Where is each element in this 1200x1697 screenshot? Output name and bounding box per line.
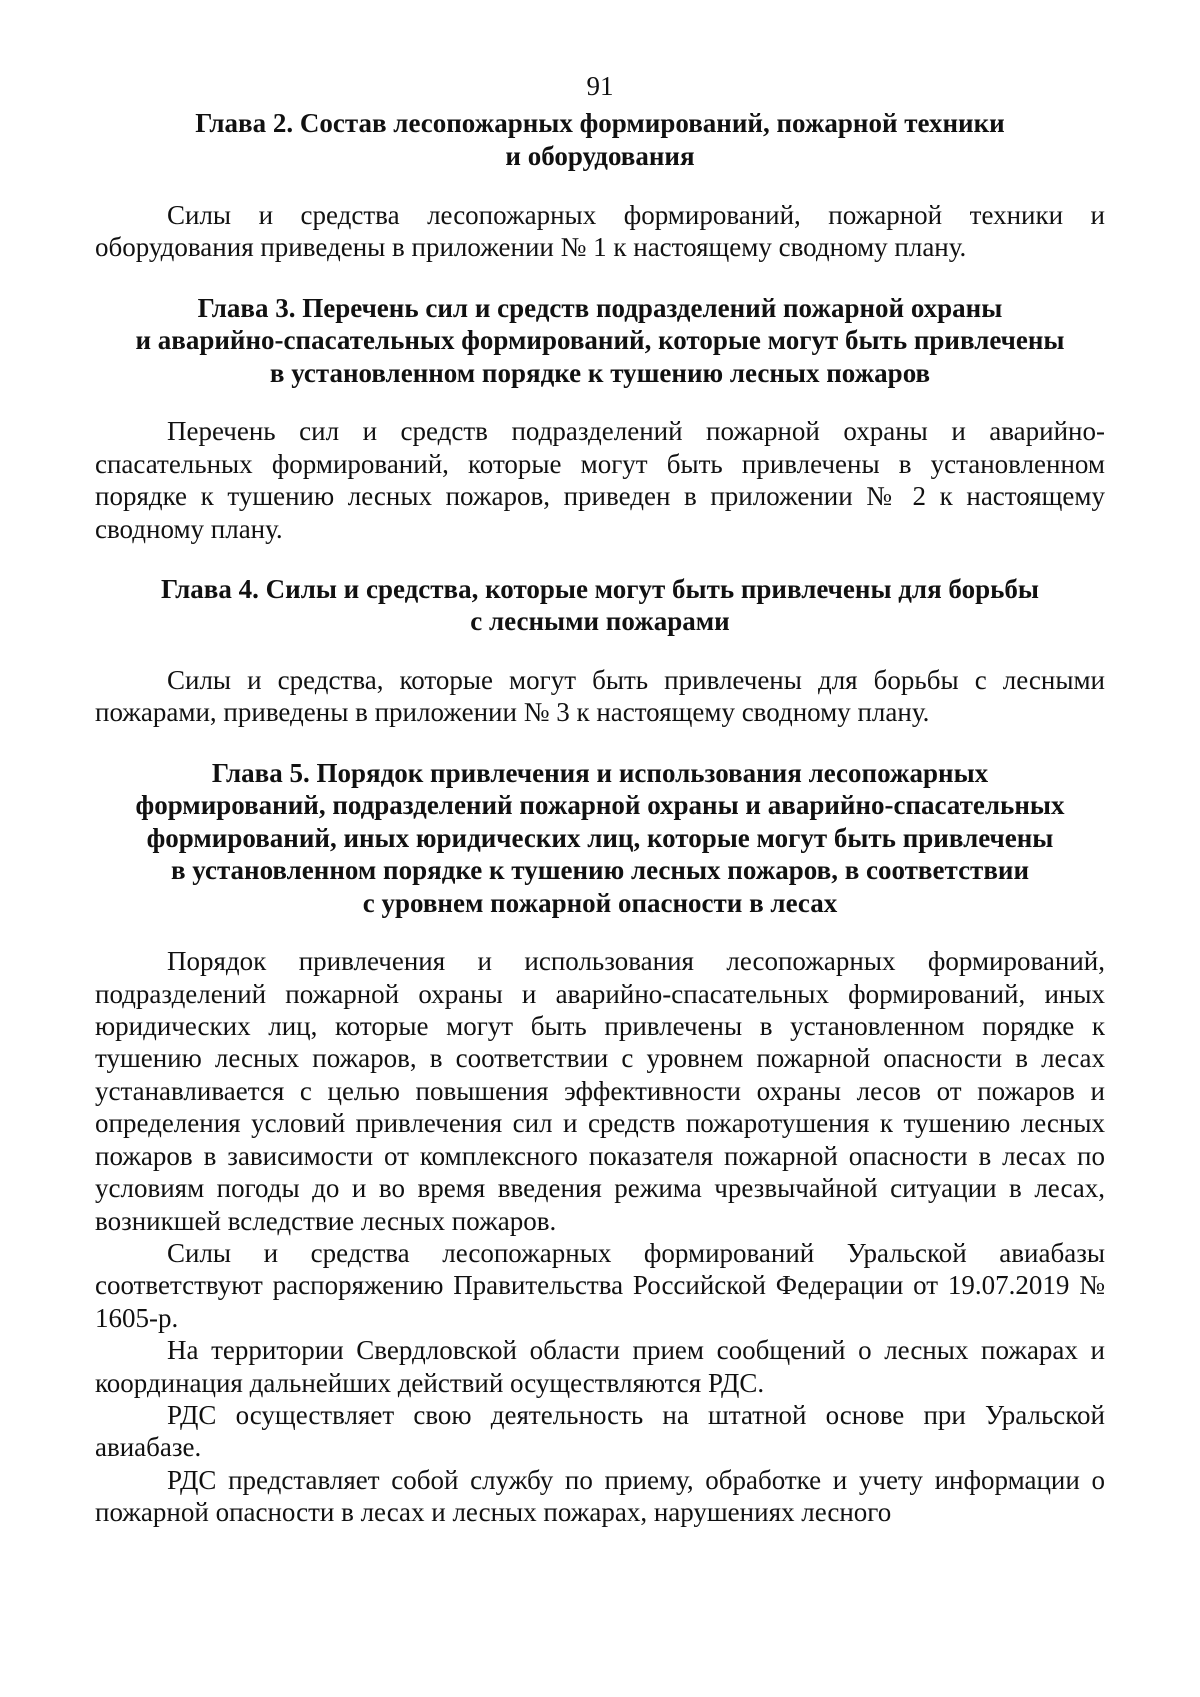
paragraph: Перечень сил и средств подразделений пожарной охраны и аварийно-спасательных формирований, которые могут быть привлечены в установленном порядке к тушению лесных пожаров, приведен в приложении № 2 к настоящему сводному плану. [95,416,1105,544]
paragraph: Порядок привлечения и использования лесопожарных формирований, подразделений пожарной охраны и аварийно-спасательных формирований, иных юридических лиц, которые могут быть привлечены в установленном порядке к тушению лесных пожаров, в соответствии с уровнем пожарной опасности в лесах устанавливается с целью повышения эффективности охраны лесов от пожаров и определения условий привлечения сил и средств пожаротушения к тушению лесных пожаров в зависимости от комплексного показателя пожарной опасности в лесах по условиям погоды до и во время введения режима чрезвычайной ситуации в лесах, возникшей вследствие лесных пожаров. [95,946,1105,1236]
chapter-title-line: формирований, подразделений пожарной охраны и аварийно-спасательных [135,790,1065,821]
paragraph: Силы и средства лесопожарных формирований Уральской авиабазы соответствуют распоряжению Правительства Российской Федерации от 19.07.2019 № 1605-р. [95,1237,1105,1333]
paragraph: РДС осуществляет свою деятельность на штатной основе при Уральской авиабазе. [95,1399,1105,1463]
chapter-title-line: в установленном порядке к тушению лесных пожаров [269,357,931,388]
chapter-5 [95,757,1105,1529]
chapter-title-line: формирований, иных юридических лиц, которые могут быть привлечены [146,822,1054,853]
chapter-title-line: Глава 2. Состав лесопожарных формирований, пожарной техники [195,108,1005,138]
chapter-title-line: Глава 3. Перечень сил и средств подразделений пожарной охраны [197,292,1003,323]
chapter-4-title [95,573,1105,638]
chapter-3-title [95,292,1105,390]
chapter-title-line: в установленном порядке к тушению лесных пожаров, в соответствии [170,855,1030,886]
chapter-5-title [95,757,1105,920]
paragraph: Силы и средства лесопожарных формирований, пожарной техники и оборудования приведены в приложении № 1 к настоящему сводному плану. [95,200,1105,263]
chapter-2-title [95,107,1105,172]
chapter-4 [95,573,1105,729]
chapter-3 [95,292,1105,545]
chapter-3-body [95,415,1105,545]
chapter-title-line: с лесными пожарами [470,606,730,637]
page-number: 91 [586,71,614,101]
chapter-2 [95,107,1105,264]
paragraph: Силы и средства, которые могут быть привлечены для борьбы с лесными пожарами, приведены в приложении № 3 к настоящему сводному плану. [95,664,1105,728]
chapter-4-body [95,664,1105,729]
paragraph: На территории Свердловской области прием сообщений о лесных пожарах и координация дальнейших действий осуществляются РДС. [95,1335,1105,1398]
paragraph: РДС представляет собой службу по приему, обработке и учету информации о пожарной опасности в лесах и лесных пожарах, нарушениях лесного [95,1464,1105,1528]
chapter-title-line: Глава 4. Силы и средства, которые могут быть привлечены для борьбы [161,573,1039,604]
chapter-5-body [95,945,1105,1528]
chapter-title-line: и аварийно-спасательных формирований, которые могут быть привлечены [135,325,1065,356]
chapter-title-line: и оборудования [505,140,695,171]
chapter-title-line: с уровнем пожарной опасности в лесах [362,887,838,918]
chapter-2-body [95,199,1105,264]
chapter-title-line: Глава 5. Порядок привлечения и использования лесопожарных [211,757,989,788]
